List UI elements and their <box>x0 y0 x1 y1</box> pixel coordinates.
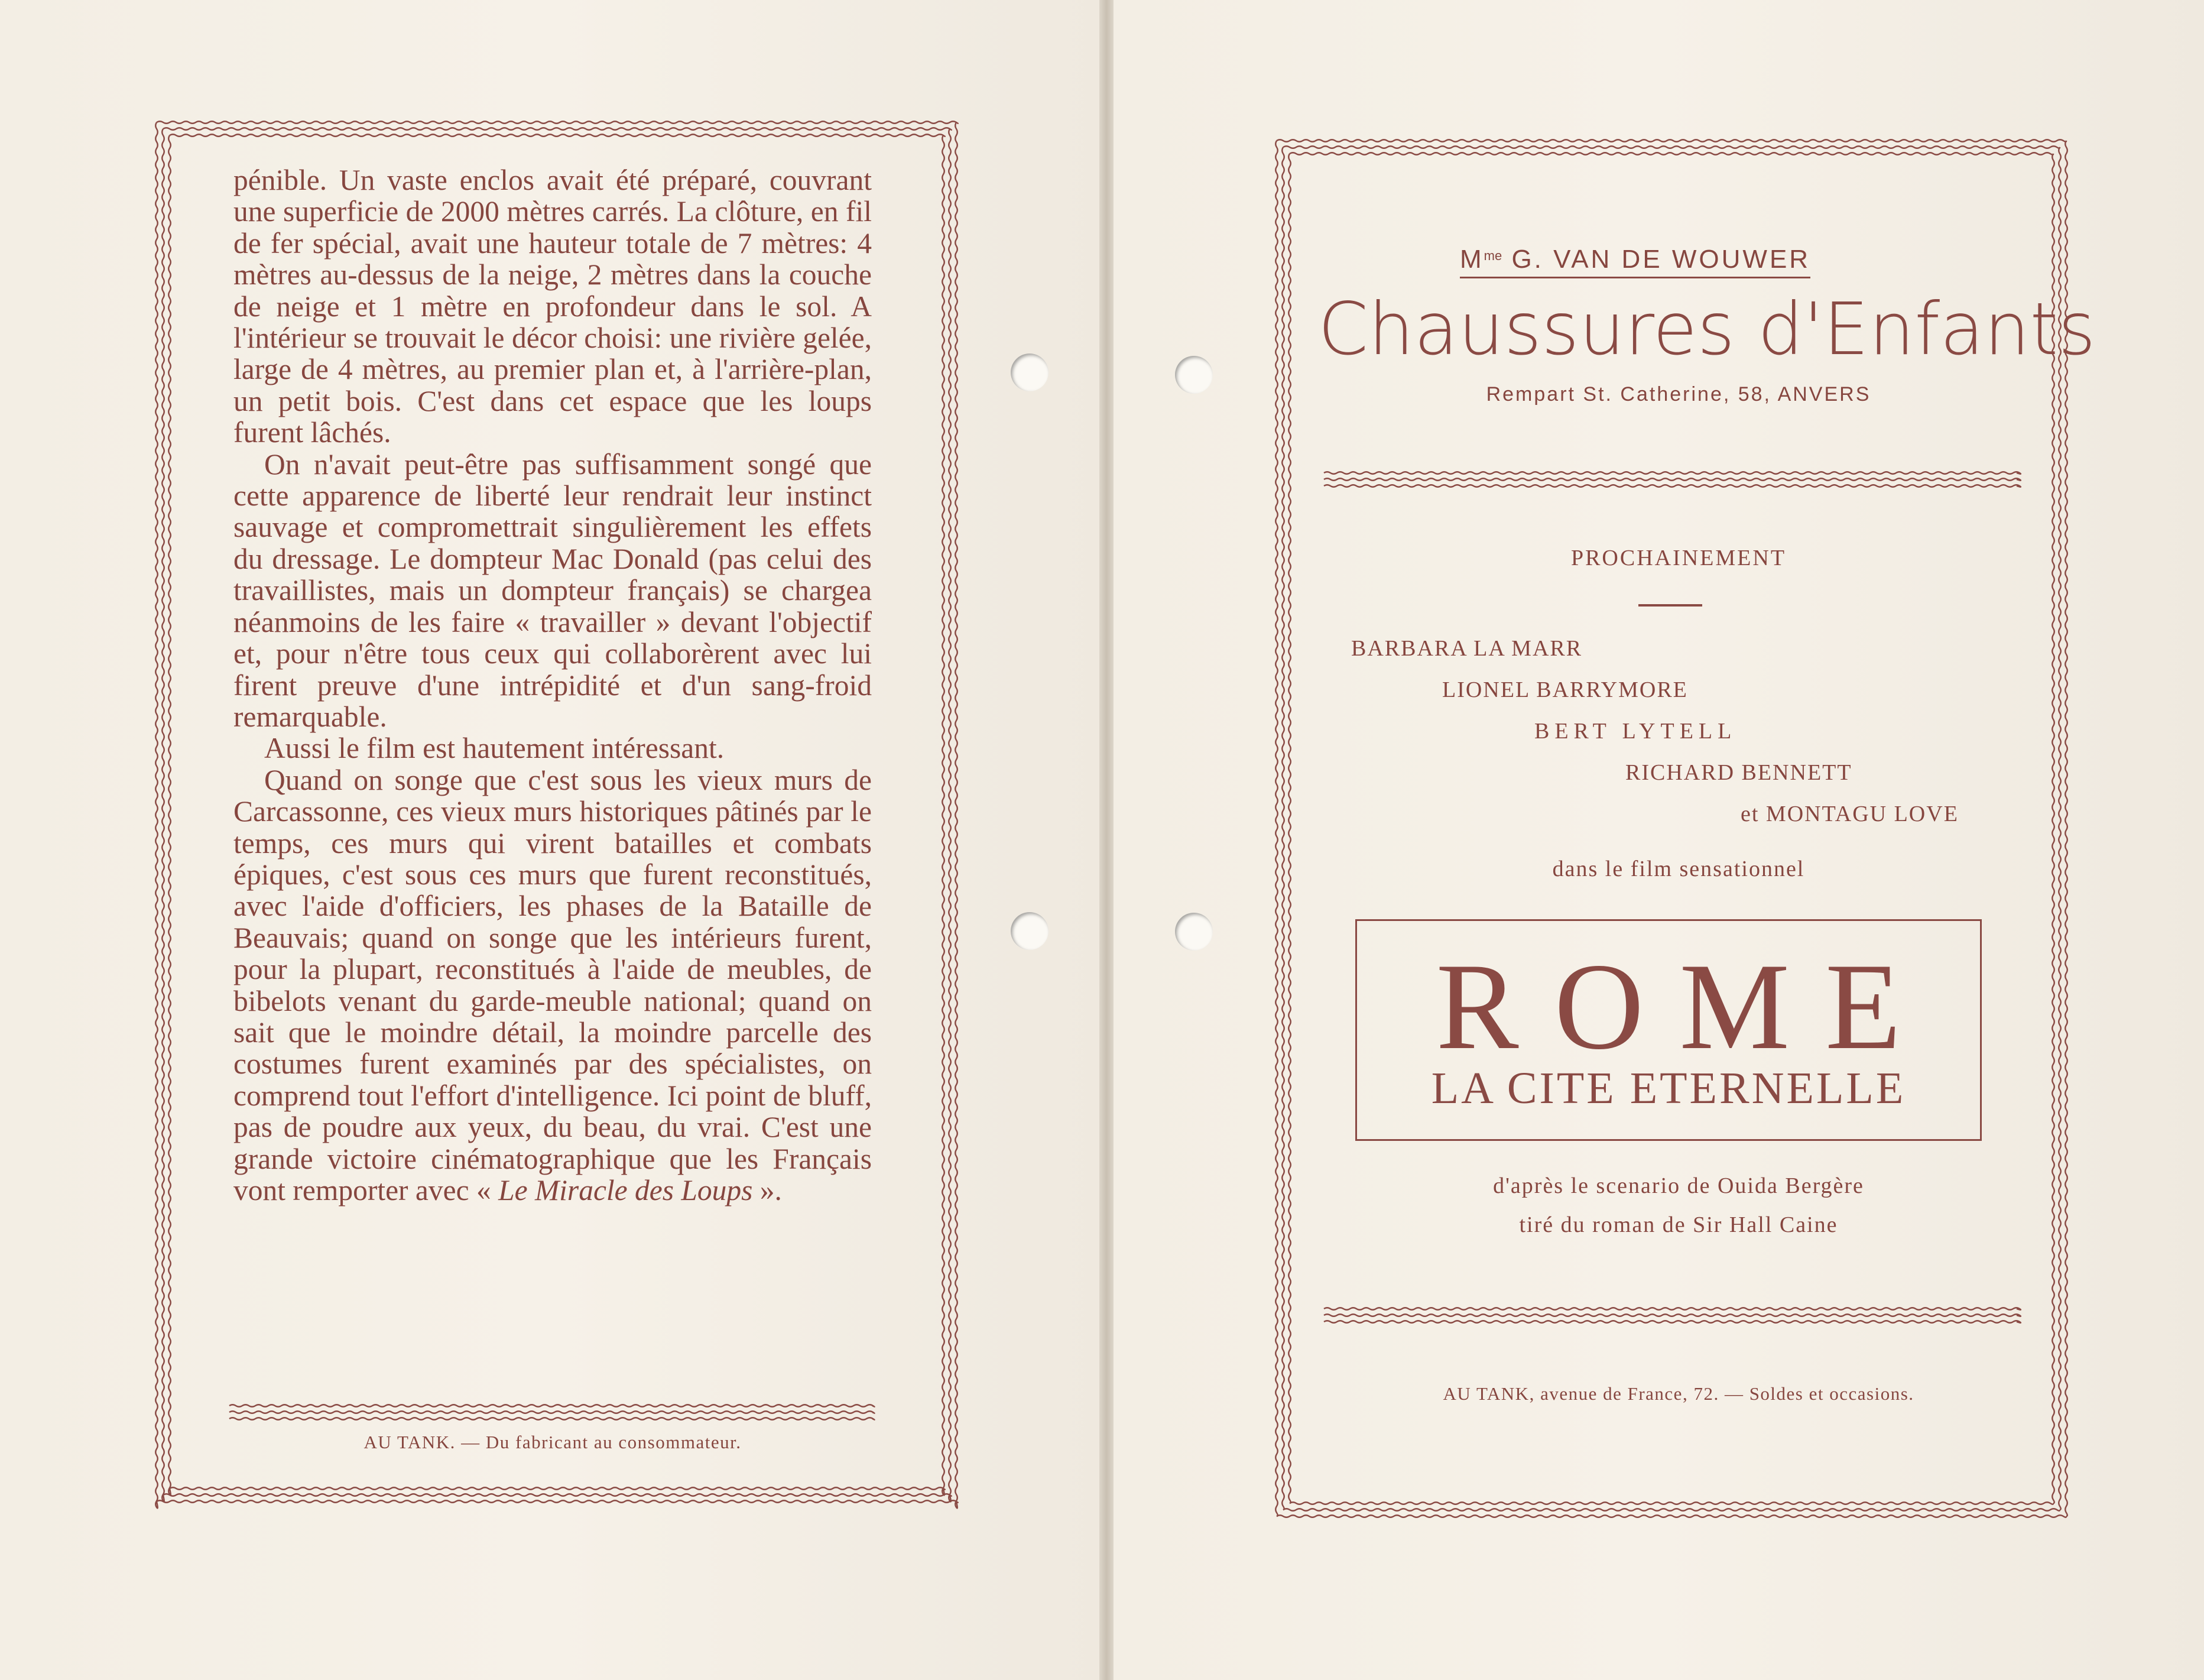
left-frame-top <box>170 134 945 137</box>
quote-open: « <box>469 1174 499 1207</box>
heading-rule <box>1638 604 1702 607</box>
shop-address: Rempart St. Catherine, 58, ANVERS <box>1486 383 1871 406</box>
cast-member: BERT LYTELL <box>1534 719 1737 744</box>
left-frame-left <box>168 135 171 1495</box>
shop-owner <box>1460 245 1810 278</box>
punch-hole <box>1011 912 1049 950</box>
right-footer-rule <box>1324 1321 2021 1323</box>
right-header-rule <box>1324 472 2021 474</box>
right-footer-rule <box>1324 1314 2021 1316</box>
left-frame-left <box>162 129 164 1501</box>
film-subtitle: LA CITE ETERNELLE <box>1431 1063 1906 1113</box>
right-footer-rule <box>1324 1308 2021 1310</box>
shop-title: Chaussures d'Enfants <box>1318 287 2096 371</box>
maker-sup: me <box>1484 248 1502 263</box>
article-paragraph: pénible. Un vaste enclos avait été préparé, couvrant une superficie de 2000 mètres carrés. La clôture, en fil de fer spécial, avait une hauteur totale de 7 mètres: 4 mètres au-dessus de la neige, 2 mètres dans la couche de neige et 1 mètre en profondeur dans le sol. A l'intérieur se trouvait le décor choisi: une rivière gelée, large de 4 mètres, au premier plan et, à l'arrière-plan, un petit bois. C'est dans cet espace que les loups furent lâchés. <box>233 164 872 449</box>
left-frame-right <box>955 122 957 1508</box>
article-body <box>233 164 872 1206</box>
announcement-heading: PROCHAINEMENT <box>1570 546 1787 570</box>
film-title-mention: Le Miracle des Loups <box>498 1174 753 1207</box>
right-frame-bottom <box>1290 1502 2053 1504</box>
left-page-footer: AU TANK. — Du fabricant au consommateur. <box>363 1432 742 1452</box>
cast-member: LIONEL BARRYMORE <box>1442 677 1688 702</box>
maker-name: G. VAN DE WOUWER <box>1511 245 1811 274</box>
right-frame-left <box>1282 147 1284 1510</box>
right-header-rule <box>1324 485 2021 487</box>
left-frame-bottom <box>157 1500 958 1503</box>
right-header-rule <box>1324 478 2021 481</box>
right-frame-top <box>1290 153 2053 155</box>
credit-novel: tiré du roman de Sir Hall Caine <box>1519 1212 1838 1237</box>
punch-hole <box>1175 913 1213 951</box>
punch-hole <box>1011 353 1049 391</box>
article-paragraph: Quand on songe que c'est sous les vieux murs de Carcassonne, ces vieux murs historiques pâtinés par le temps, ces murs qui virent batailles et combats épiques, c'est sous ces murs que furent reconstitués, avec l'aide d'officiers, les phases de la Bataille de Beauvais; quand on songe que les intérieurs furent, pour la plupart, reconstitués à l'aide de meubles, de bibelots venant du garde-meuble national; quand on sait que le moindre détail, la moindre parcelle des costumes furent examinés par des spécialistes, on comprend tout l'effort d'intelligence. Ici point de bluff, pas de poudre aux yeux, du beau, du vrai. C'est une grande victoire cinématographique que les Français vont remporter avec <box>233 763 872 1207</box>
left-frame-right <box>949 129 951 1501</box>
right-frame-top <box>1283 146 2060 148</box>
right-page-footer: AU TANK, avenue de France, 72. — Soldes et occasions. <box>1443 1383 1914 1404</box>
left-frame-right <box>942 135 944 1495</box>
article-paragraph: Aussi le film est hautement intéressant. <box>264 732 725 765</box>
left-frame-bottom <box>163 1494 952 1496</box>
cast-member: RICHARD BENNETT <box>1625 760 1852 785</box>
right-frame-bottom <box>1283 1509 2060 1511</box>
right-frame-bottom <box>1277 1515 2066 1517</box>
cast-member: BARBARA LA MARR <box>1351 636 1583 661</box>
maker-prefix: M <box>1460 245 1484 274</box>
left-frame-top <box>163 128 952 130</box>
right-frame-top <box>1277 140 2066 142</box>
punch-hole <box>1175 356 1213 394</box>
left-footer-rule <box>229 1418 875 1420</box>
left-frame-left <box>155 122 158 1508</box>
quote-close: ». <box>752 1174 782 1207</box>
cast-member: et MONTAGU LOVE <box>1741 802 1959 826</box>
article-paragraph-final <box>233 764 872 1207</box>
film-title-box <box>1355 919 1982 1141</box>
left-frame-top <box>157 121 958 124</box>
left-footer-rule <box>229 1405 875 1407</box>
film-intro: dans le film sensationnel <box>1552 857 1805 881</box>
right-frame-left <box>1288 154 1291 1503</box>
right-frame-left <box>1275 141 1278 1516</box>
article-paragraph: On n'avait peut-être pas suffisamment songé que cette apparence de liberté leur rendrait leur instinct sauvage et compromettrait singulièrement les effets du dressage. Le dompteur Mac Donald (pas celui des travaillistes, mais un dompteur français) se chargea néanmoins de les faire « travailler » devant l'objectif et, pour n'être tous ceux qui collaborèrent avec lui firent preuve d'une intrépidité et d'un sang-froid remarquable. <box>233 447 872 733</box>
left-footer-rule <box>229 1411 875 1413</box>
credit-scenario: d'après le scenario de Ouida Bergère <box>1493 1173 1864 1198</box>
left-frame-bottom <box>170 1487 945 1490</box>
film-title: ROME <box>1436 938 1937 1075</box>
